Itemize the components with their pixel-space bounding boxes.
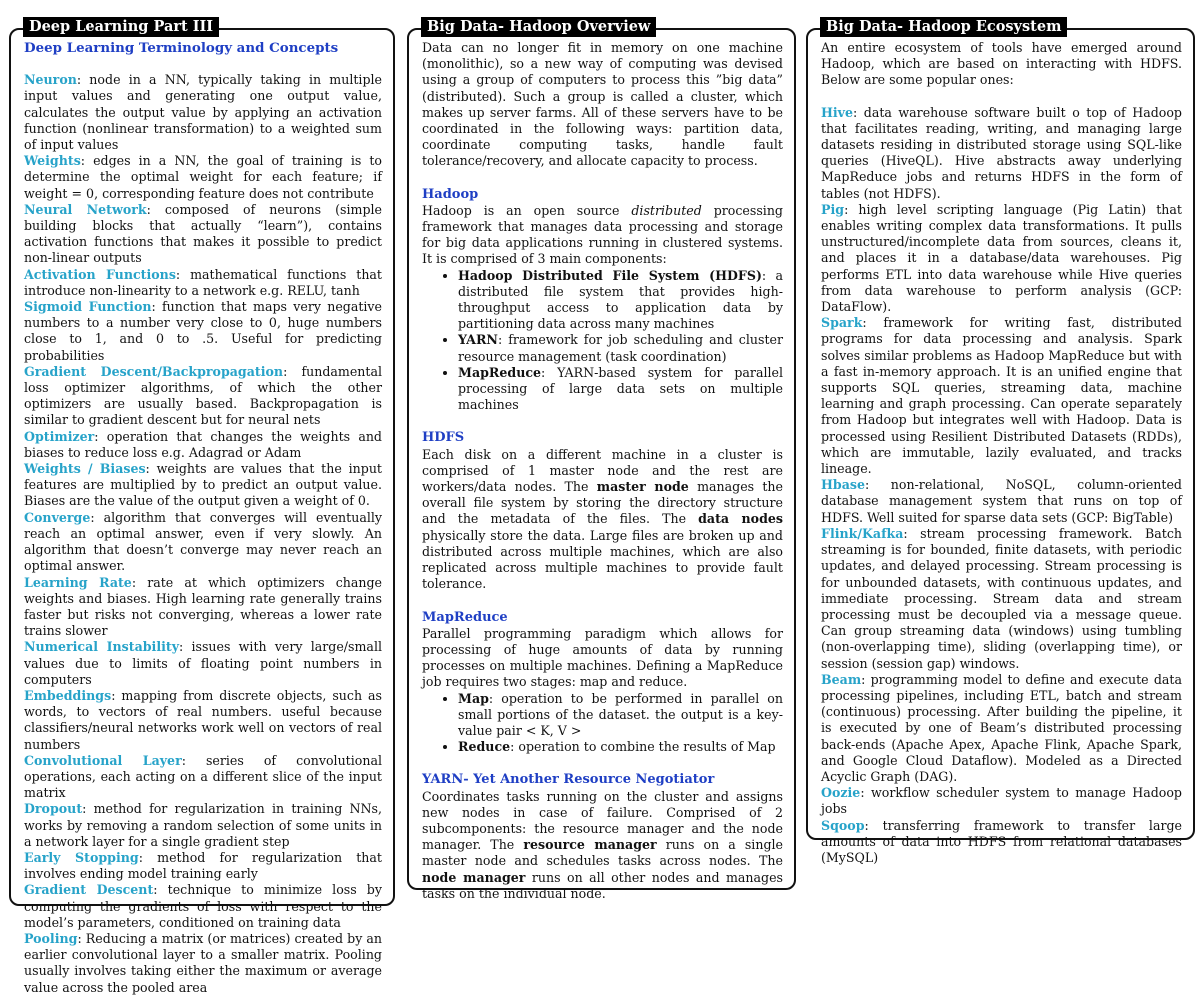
section-heading-yarn: YARN- Yet Another Resource Negotiator <box>422 772 715 788</box>
list-item <box>24 364 382 429</box>
term-definition: : mathematical functions that introduce non-linearity to a network e.g. RELU, tanh <box>24 266 382 298</box>
term-definition: : operation that changes the weights and biases to reduce loss e.g. Adagrad or Adam <box>24 428 382 460</box>
term-label: Spark <box>821 315 863 331</box>
hdfs-paragraph: Each disk on a different machine in a cluster is comprised of 1 master node and the rest are workers/data nodes. The master node manages the overall file system by storing the directory structure and the metadata of the files. The data nodes physically store the data. Large files are broken up and distributed across multiple machines, which are also replicated across multiple machines to provide fault tolerance. <box>422 446 783 592</box>
terminology-list <box>24 72 382 996</box>
list-item <box>24 510 382 575</box>
term-definition: : series of convolutional operations, each acting on a different slice of the input matrix <box>24 752 382 801</box>
section-heading-hadoop: Hadoop <box>422 186 479 202</box>
term-label: Weights <box>24 153 81 169</box>
term-label: Weights / Biases <box>24 461 146 477</box>
term-label: Numerical Instability <box>24 639 180 655</box>
term-definition: : method for regularization that involves ending model training early <box>24 849 382 882</box>
list-item <box>24 850 382 882</box>
term-label: Optimizer <box>24 428 95 444</box>
term-definition: : Reducing a matrix (or matrices) created by an earlier convolutional layer to a smaller matrix. Pooling usually involves taking either the maximum or average value across the pooled area <box>24 930 382 995</box>
list-item <box>821 526 1182 672</box>
term-label: Activation Functions <box>24 266 176 282</box>
panel-title: Deep Learning Part III <box>23 17 219 37</box>
term-label: Converge <box>24 509 91 525</box>
term-definition: : issues with very large/small values due to limits of floating point numbers in computers <box>24 639 382 687</box>
list-item: • Reduce: operation to combine the results of Map <box>458 739 783 755</box>
list-item <box>821 785 1182 817</box>
term-label: Hive <box>821 104 854 120</box>
list-item <box>24 753 382 802</box>
panel-hadoop-overview <box>407 18 796 901</box>
term-definition: : edges in a NN, the goal of training is to determine the optimal weight for each feature; if weight = 0, corresponding feature does not contribute <box>24 153 382 201</box>
yarn-paragraph: Coordinates tasks running on the cluster and assigns new nodes in case of failure. Comprised of 2 subcomponents: the resource manager and the node manager. The resource manager runs on a single master node and schedules tasks across nodes. The node manager runs on all other nodes and manages tasks on the individual node. <box>422 788 783 901</box>
mapreduce-stages-list <box>422 691 783 756</box>
list-item <box>24 882 382 931</box>
list-item <box>821 105 1182 202</box>
term-label: Gradient Descent <box>24 882 154 898</box>
term-definition: : fundamental loss optimizer algorithms, of which the other optimizers are usually based. Backpropagation is similar to gradient descent but for neural nets <box>24 363 382 428</box>
term-definition: : mapping from discrete objects, such as words, to vectors of real numbers. useful because classifiers/neural networks work well on vectors of real numbers <box>24 687 382 752</box>
term-label: Pig <box>821 201 845 217</box>
term-definition: : composed of neurons (simple building blocks that actually “learn”), contains activation functions that makes it possible to predict non-linear outputs <box>24 201 383 266</box>
section-heading-mapreduce: MapReduce <box>422 609 508 625</box>
list-item <box>821 315 1182 477</box>
list-item <box>24 461 382 510</box>
term-definition: : stream processing framework. Batch streaming is for bounded, finite datasets, with periodic updates, and delayed processing. Stream processing is for unbounded datasets, with continuous updates, and immediate processing. Stream data and stream processing must be decoupled via a message queue. Can group streaming data (windows) using tumbling (non-overlapping time), sliding (overlapping time), or session (session gap) windows. <box>821 525 1182 671</box>
intro-paragraph: Data can no longer fit in memory on one machine (monolithic), so a new way of computing was devised using a group of computers to process this ”big data” (distributed). Such a group is called a cluster, which makes up server farms. All of these servers have to be coordinated in the following ways: partition data, coordinate computing tasks, handle fault tolerance/recovery, and allocate capacity to process. <box>422 40 783 169</box>
intro-paragraph: An entire ecosystem of tools have emerged around Hadoop, which are based on interacting with HDFS. Below are some popular ones: <box>821 40 1182 88</box>
term-label: Embeddings <box>24 687 112 703</box>
term-definition: : weights are values that the input features are multiplied by to predict an output value. Biases are the value of the output given a weight of 0. <box>24 461 382 509</box>
term-definition: : workflow scheduler system to manage Hadoop jobs <box>821 785 1182 817</box>
term-definition: : transferring framework to transfer large amounts of data into HDFS from relational databases (MySQL) <box>821 817 1182 865</box>
term-label: Hbase <box>821 477 865 493</box>
term-label: Pooling <box>24 930 78 946</box>
list-item <box>24 575 382 640</box>
mapreduce-paragraph: Parallel programming paradigm which allows for processing of huge amounts of data by running processes on multiple machines. Defining a MapReduce job requires two stages: map and reduce. <box>422 625 783 690</box>
list-item <box>24 639 382 688</box>
term-label: Neuron <box>24 72 77 88</box>
term-definition: : framework for writing fast, distributed programs for data processing and analysis. Spark solves similar problems as Hadoop MapReduce but with a fast in-memory approach. It is an unified engine that supports SQL queries, streaming data, machine learning and graph processing. Can operate separately from Hadoop but integrates well with Hadoop. Data is processed using Resilient Distributed Datasets (RDDs), which are immutable, lazily evaluated, and tracks lineage. <box>821 315 1182 477</box>
list-item: • YARN: framework for job scheduling and cluster resource management (task coordination) <box>458 332 783 364</box>
list-item: • MapReduce: YARN-based system for parallel processing of large data sets on multiple machines <box>458 365 783 414</box>
section-heading-hdfs: HDFS <box>422 430 465 446</box>
term-definition: : data warehouse software built o top of Hadoop that facilitates reading, writing, and managing large datasets residing in distributed storage using SQL-like queries (HiveQL). Hive abstracts away underlying MapReduce jobs and returns HDFS in the form of tables (not HDFS). <box>821 104 1182 201</box>
term-definition: : non-relational, NoSQL, column-oriented database management system that runs on top of HDFS. Well suited for sparse data sets (GCP: BigTable) <box>821 477 1182 525</box>
panel-hadoop-ecosystem <box>806 18 1195 865</box>
ecosystem-tools-list <box>821 105 1182 867</box>
list-item <box>24 429 382 461</box>
term-label: Dropout <box>24 801 83 817</box>
list-item <box>821 818 1182 867</box>
list-item <box>821 672 1182 785</box>
list-item <box>821 477 1182 526</box>
term-definition: : algorithm that converges will eventually reach an optimal answer, even if very slowly. An algorithm that doesn’t converge may never reach an optimal answer. <box>24 509 382 574</box>
term-label: Early Stopping <box>24 849 139 865</box>
term-label: Learning Rate <box>24 574 132 590</box>
term-definition: : method for regularization in training NNs, works by removing a random selection of some units in a network layer for a single gradient step <box>24 801 382 849</box>
term-definition: : function that maps very negative numbers to a number very close to 0, huge numbers close to 1, and 0 to .5. Useful for predicting probabilities <box>24 299 383 363</box>
list-item: • Map: operation to be performed in parallel on small portions of the dataset. the output is a key-value pair < K, V > <box>458 691 783 740</box>
term-label: Oozie <box>821 785 861 801</box>
term-label: Gradient Descent/Backpropagation <box>24 363 284 379</box>
term-label: Flink/Kafka <box>821 525 904 541</box>
section-subtitle: Deep Learning Terminology and Concepts <box>24 40 339 56</box>
list-item <box>24 202 382 267</box>
term-definition: : rate at which optimizers change weights and biases. High learning rate generally trains faster but risks not converging, whereas a lower rate trains slower <box>24 574 382 639</box>
list-item <box>24 801 382 850</box>
list-item: • Hadoop Distributed File System (HDFS): a distributed file system that provides high-throughput access to application data by partitioning data across many machines <box>458 268 783 333</box>
term-label: Sqoop <box>821 817 865 833</box>
list-item <box>24 72 382 153</box>
list-item <box>24 153 382 202</box>
list-item <box>24 931 382 996</box>
list-item <box>821 202 1182 315</box>
term-label: Neural Network <box>24 201 147 217</box>
term-label: Convolutional Layer <box>24 752 182 768</box>
term-definition: : high level scripting language (Pig Latin) that enables writing complex data transformations. It pulls unstructured/incomplete data from sources, cleans it, and places it in a database/data warehouses. Pig performs ETL into data warehouse while Hive queries from data warehouse to perform analysis (GCP: DataFlow). <box>821 201 1182 315</box>
term-label: Sigmoid Function <box>24 299 152 315</box>
list-item <box>24 267 382 299</box>
term-definition: : node in a NN, typically taking in multiple input values and generating one output value, calculates the output value by applying an activation function (nonlinear transformation) to a weighted sum of input values <box>24 72 382 153</box>
term-definition: : technique to minimize loss by computing the gradients of loss with respect to the model’s parameters, conditioned on training data <box>24 882 382 930</box>
term-label: Beam <box>821 671 862 687</box>
hadoop-paragraph: Hadoop is an open source distributed processing framework that manages data processing and storage for big data applications running in clustered systems. It is comprised of 3 main components: <box>422 202 783 267</box>
list-item <box>24 688 382 753</box>
hadoop-components-list <box>422 268 783 414</box>
panel-title: Big Data- Hadoop Ecosystem <box>820 17 1067 37</box>
panel-deep-learning <box>9 18 395 995</box>
list-item <box>24 299 382 364</box>
panel-title: Big Data- Hadoop Overview <box>421 17 656 37</box>
term-definition: : programming model to define and execute data processing pipelines, including ETL, batch and stream (continuous) processing. After building the pipeline, it is executed by one of Beam’s distributed processing back-ends (Apache Apex, Apache Flink, Apache Spark, and Google Cloud Dataflow). Modeled as a Directed Acyclic Graph (DAG). <box>821 671 1182 784</box>
